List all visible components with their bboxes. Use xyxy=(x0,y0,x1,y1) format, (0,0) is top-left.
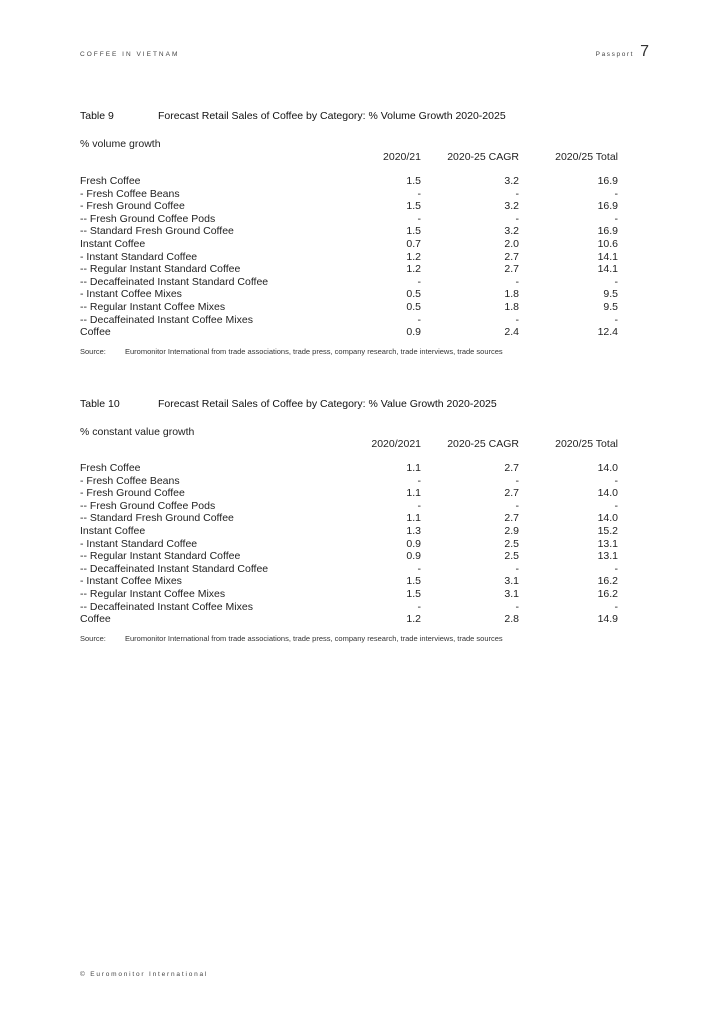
row-value: 3.1 xyxy=(504,575,519,588)
row-label: Fresh Coffee xyxy=(80,175,141,187)
source-label: Source: xyxy=(80,634,106,643)
row-value: 1.1 xyxy=(406,462,421,474)
table-title: Forecast Retail Sales of Coffee by Category: % Value Growth 2020-2025 xyxy=(158,398,497,410)
table-row xyxy=(80,200,618,213)
table-row xyxy=(80,575,618,588)
row-value: 10.6 xyxy=(597,237,618,250)
row-label: -- Regular Instant Coffee Mixes xyxy=(80,587,226,600)
table-row xyxy=(80,225,618,238)
row-value: 2.5 xyxy=(504,550,519,563)
row-value: - xyxy=(515,474,519,487)
row-value: 13.1 xyxy=(597,537,618,550)
table-volume-growth xyxy=(80,110,618,370)
row-label: - Fresh Coffee Beans xyxy=(80,187,180,200)
row-value: 0.9 xyxy=(406,326,421,339)
row-value: - xyxy=(417,562,421,575)
row-value: 1.5 xyxy=(406,175,421,187)
row-value: - xyxy=(614,499,618,512)
row-value: - xyxy=(614,600,618,613)
footer-copyright: © Euromonitor International xyxy=(80,971,209,978)
table-row xyxy=(80,563,618,576)
table-title: Forecast Retail Sales of Coffee by Category: % Volume Growth 2020-2025 xyxy=(158,110,506,122)
row-value: 3.2 xyxy=(504,200,519,213)
row-value: 14.1 xyxy=(597,250,618,263)
table-row xyxy=(80,487,618,500)
row-value: 0.7 xyxy=(406,237,421,250)
table-rows xyxy=(80,175,618,339)
row-label: - Fresh Coffee Beans xyxy=(80,474,180,487)
row-label: -- Regular Instant Standard Coffee xyxy=(80,550,241,563)
table-title-row xyxy=(80,398,497,410)
column-header: 2020-25 CAGR xyxy=(447,151,519,163)
row-value: 1.8 xyxy=(504,300,519,313)
row-value: - xyxy=(515,562,519,575)
row-label: -- Decaffeinated Instant Standard Coffee xyxy=(80,275,269,288)
row-value: - xyxy=(417,474,421,487)
row-label: -- Fresh Ground Coffee Pods xyxy=(80,499,216,512)
row-value: 2.8 xyxy=(504,613,519,626)
row-label: Fresh Coffee xyxy=(80,462,141,474)
row-value: - xyxy=(515,187,519,200)
row-label: -- Standard Fresh Ground Coffee xyxy=(80,512,234,525)
table-row xyxy=(80,475,618,488)
row-label: -- Decaffeinated Instant Coffee Mixes xyxy=(80,600,253,613)
row-value: - xyxy=(515,212,519,225)
row-value: 1.5 xyxy=(406,225,421,238)
column-header: 2020-25 CAGR xyxy=(447,438,519,450)
row-value: 1.8 xyxy=(504,288,519,301)
table-row xyxy=(80,525,618,538)
row-value: - xyxy=(515,313,519,326)
row-label: Instant Coffee xyxy=(80,524,146,537)
row-value: 1.1 xyxy=(406,487,421,500)
table-title-row xyxy=(80,110,506,122)
row-label: Coffee xyxy=(80,326,111,339)
row-value: 2.7 xyxy=(504,250,519,263)
row-value: 2.7 xyxy=(504,462,519,474)
row-value: 2.7 xyxy=(504,487,519,500)
row-value: 14.0 xyxy=(597,487,618,500)
page-number: 7 xyxy=(640,43,649,60)
row-value: 1.3 xyxy=(406,524,421,537)
row-value: - xyxy=(417,275,421,288)
row-value: 3.2 xyxy=(504,175,519,187)
row-value: 0.5 xyxy=(406,288,421,301)
row-value: 15.2 xyxy=(597,524,618,537)
table-row xyxy=(80,613,618,626)
page-header-right xyxy=(596,43,649,61)
table-row xyxy=(80,601,618,614)
row-value: - xyxy=(614,275,618,288)
table-row xyxy=(80,188,618,201)
table-measure: % volume growth xyxy=(80,138,161,150)
source-text: Euromonitor International from trade associations, trade press, company research, trade interviews, trade sources xyxy=(125,634,503,643)
table-row xyxy=(80,301,618,314)
table-row xyxy=(80,550,618,563)
table-row xyxy=(80,251,618,264)
table-row xyxy=(80,512,618,525)
source-text: Euromonitor International from trade associations, trade press, company research, trade interviews, trade sources xyxy=(125,347,503,356)
column-header: 2020/2021 xyxy=(371,438,421,450)
row-label: -- Decaffeinated Instant Standard Coffee xyxy=(80,562,269,575)
row-label: - Instant Coffee Mixes xyxy=(80,575,182,588)
table-row xyxy=(80,462,618,475)
row-label: - Fresh Ground Coffee xyxy=(80,200,185,213)
row-value: 9.5 xyxy=(603,300,618,313)
row-label: -- Fresh Ground Coffee Pods xyxy=(80,212,216,225)
row-label: -- Regular Instant Coffee Mixes xyxy=(80,300,226,313)
table-row xyxy=(80,175,618,188)
row-value: - xyxy=(417,187,421,200)
row-value: 1.2 xyxy=(406,250,421,263)
row-value: 2.7 xyxy=(504,263,519,276)
row-value: 1.2 xyxy=(406,613,421,626)
row-value: 0.9 xyxy=(406,550,421,563)
row-value: 16.9 xyxy=(597,200,618,213)
row-label: - Instant Coffee Mixes xyxy=(80,288,182,301)
row-value: 14.9 xyxy=(597,613,618,626)
row-label: - Instant Standard Coffee xyxy=(80,250,198,263)
row-value: 1.2 xyxy=(406,263,421,276)
table-row xyxy=(80,326,618,339)
table-row xyxy=(80,263,618,276)
row-value: - xyxy=(515,600,519,613)
row-value: 2.7 xyxy=(504,512,519,525)
table-row xyxy=(80,213,618,226)
row-value: 1.5 xyxy=(406,575,421,588)
table-row xyxy=(80,538,618,551)
table-row xyxy=(80,276,618,289)
row-label: - Instant Standard Coffee xyxy=(80,537,198,550)
source-label: Source: xyxy=(80,347,106,356)
row-value: 1.5 xyxy=(406,200,421,213)
table-measure: % constant value growth xyxy=(80,426,195,438)
row-value: 14.1 xyxy=(597,263,618,276)
row-value: 9.5 xyxy=(603,288,618,301)
row-value: 16.2 xyxy=(597,587,618,600)
table-number: Table 10 xyxy=(80,398,120,410)
row-value: 14.0 xyxy=(597,512,618,525)
table-row xyxy=(80,314,618,327)
row-value: - xyxy=(417,600,421,613)
row-value: 12.4 xyxy=(597,326,618,339)
row-label: - Fresh Ground Coffee xyxy=(80,487,185,500)
row-value: 0.9 xyxy=(406,537,421,550)
row-value: 3.2 xyxy=(504,225,519,238)
column-header: 2020/25 Total xyxy=(555,151,618,163)
table-number: Table 9 xyxy=(80,110,114,122)
row-value: 16.9 xyxy=(597,175,618,187)
table-row xyxy=(80,500,618,513)
row-value: 14.0 xyxy=(597,462,618,474)
table-row xyxy=(80,288,618,301)
row-value: 16.2 xyxy=(597,575,618,588)
row-value: 13.1 xyxy=(597,550,618,563)
document-title: COFFEE IN VIETNAM xyxy=(80,51,180,58)
row-value: 2.9 xyxy=(504,524,519,537)
row-value: - xyxy=(614,474,618,487)
table-value-growth xyxy=(80,398,618,658)
row-value: - xyxy=(417,499,421,512)
table-row xyxy=(80,588,618,601)
row-value: - xyxy=(614,562,618,575)
row-value: - xyxy=(614,187,618,200)
row-value: - xyxy=(614,212,618,225)
row-label: -- Regular Instant Standard Coffee xyxy=(80,263,241,276)
row-value: 2.0 xyxy=(504,237,519,250)
row-value: - xyxy=(417,313,421,326)
row-value: 2.5 xyxy=(504,537,519,550)
row-value: - xyxy=(515,275,519,288)
row-label: Instant Coffee xyxy=(80,237,146,250)
brand-label: Passport xyxy=(595,51,635,58)
row-value: 0.5 xyxy=(406,300,421,313)
table-rows xyxy=(80,462,618,626)
row-label: -- Standard Fresh Ground Coffee xyxy=(80,225,234,238)
row-value: - xyxy=(614,313,618,326)
row-value: - xyxy=(417,212,421,225)
table-row xyxy=(80,238,618,251)
row-value: 16.9 xyxy=(597,225,618,238)
row-value: 1.5 xyxy=(406,587,421,600)
row-label: Coffee xyxy=(80,613,111,626)
row-value: 2.4 xyxy=(504,326,519,339)
row-label: -- Decaffeinated Instant Coffee Mixes xyxy=(80,313,253,326)
row-value: 1.1 xyxy=(406,512,421,525)
column-header: 2020/25 Total xyxy=(555,438,618,450)
column-header: 2020/21 xyxy=(383,151,421,163)
row-value: 3.1 xyxy=(504,587,519,600)
row-value: - xyxy=(515,499,519,512)
